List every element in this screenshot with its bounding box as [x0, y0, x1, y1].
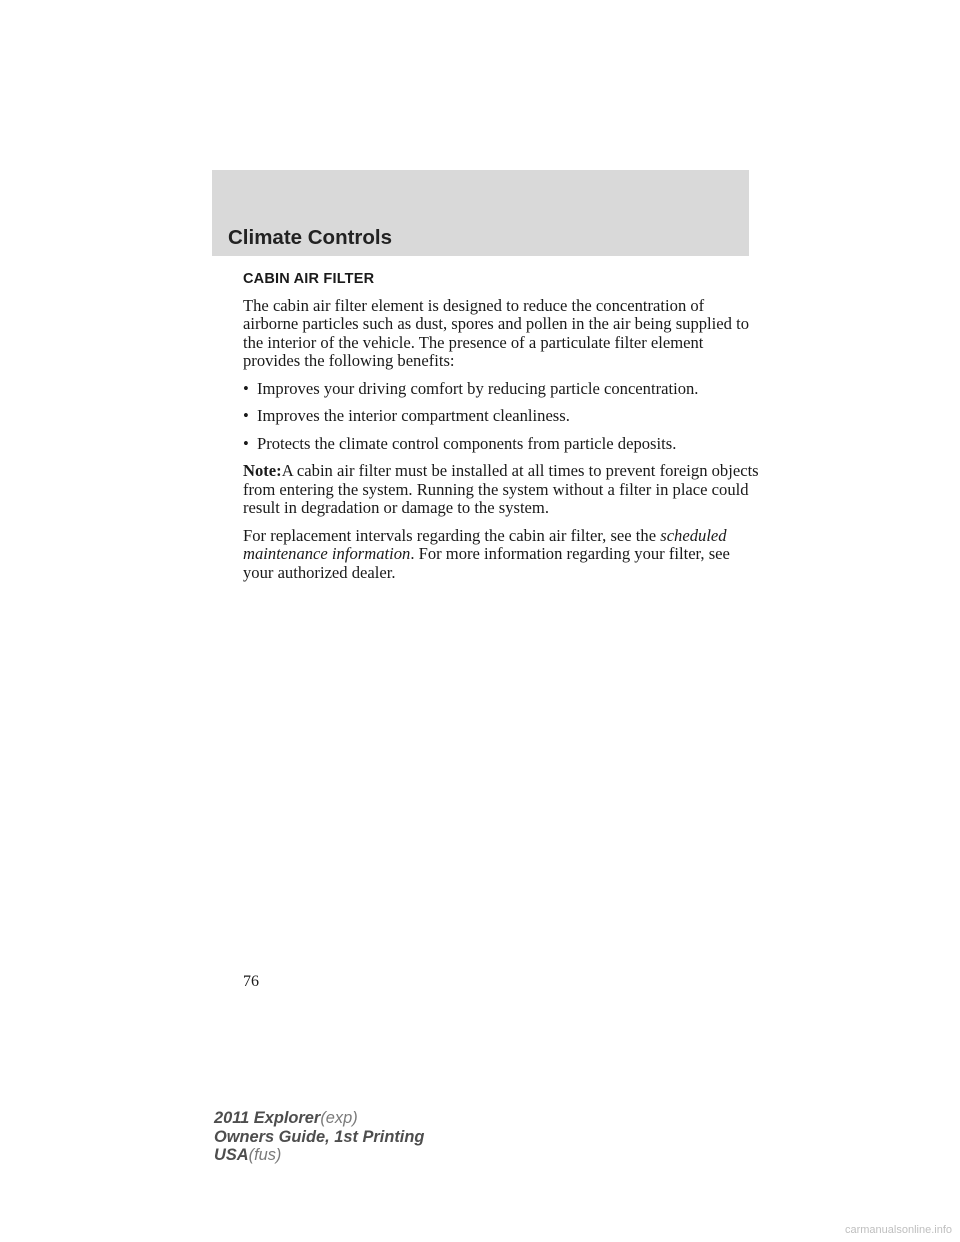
page-content — [243, 270, 763, 591]
benefits-list — [243, 380, 763, 454]
replacement-text-end: . For more information regarding your filter, see your authorized dealer. — [243, 544, 730, 582]
list-item-text: Improves the interior compartment cleanliness. — [257, 406, 570, 425]
footer-market: USA — [214, 1146, 249, 1164]
footer-guide: Owners Guide, 1st Printing — [214, 1127, 425, 1146]
bullet-icon: • — [243, 378, 249, 398]
section-heading: CABIN AIR FILTER — [243, 271, 375, 287]
replacement-text-start: For replacement intervals regarding the cabin air filter, see the — [243, 525, 657, 545]
replacement-paragraph — [243, 527, 763, 583]
note-text: A cabin air filter must be installed at all times to prevent foreign objects from entering the system. Running the system without a filter in place could result in degradation or damage to the system. — [243, 461, 759, 517]
intro-paragraph: The cabin air filter element is designed to reduce the concentration of airborne particles such as dust, spores and pollen in the air being supplied to the interior of the vehicle. The presence of a particulate filter element provides the following benefits: — [243, 295, 749, 370]
list-item-text: Improves your driving comfort by reducing particle concentration. — [257, 378, 699, 398]
footer-line-3 — [214, 1146, 424, 1165]
watermark: carmanualsonline.info — [844, 1224, 952, 1236]
footer-line-2 — [214, 1128, 424, 1147]
note-paragraph — [243, 462, 763, 518]
section-header-band — [212, 170, 749, 256]
footer-model: 2011 Explorer — [214, 1109, 321, 1127]
maintenance-reference: scheduled maintenance information — [243, 525, 727, 563]
list-item-text: Protects the climate control components from particle deposits. — [257, 433, 677, 453]
chapter-title: Climate Controls — [228, 226, 393, 249]
print-footer — [214, 1109, 424, 1165]
footer-model-code: (exp) — [320, 1109, 358, 1127]
list-item — [243, 435, 763, 454]
footer-market-code: (fus) — [248, 1146, 282, 1164]
list-item — [243, 380, 763, 399]
list-item — [243, 407, 763, 426]
page-number: 76 — [243, 973, 259, 990]
footer-line-1 — [214, 1109, 424, 1128]
bullet-icon: • — [243, 433, 249, 453]
bullet-icon: • — [243, 406, 249, 425]
note-label: Note: — [243, 461, 282, 480]
